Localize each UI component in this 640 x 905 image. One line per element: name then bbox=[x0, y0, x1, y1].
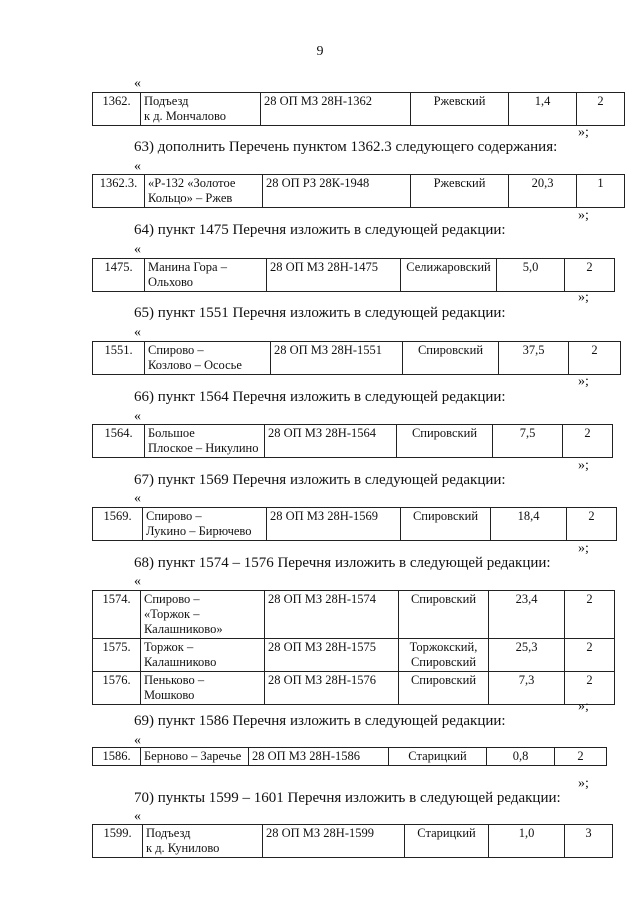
district-line: Спировский bbox=[417, 343, 484, 357]
road-name-line: Ольхово bbox=[148, 275, 194, 289]
table-row bbox=[93, 425, 613, 458]
section-heading: 66) пункт 1564 Перечня изложить в следующей редакции: bbox=[134, 389, 506, 405]
closing-quote: »; bbox=[578, 776, 589, 791]
district-line: Старицкий bbox=[417, 826, 476, 840]
road-name bbox=[143, 825, 263, 858]
road-name-line: Лукино – Бирючево bbox=[146, 524, 252, 538]
table-row bbox=[93, 591, 615, 639]
table-row bbox=[93, 175, 625, 208]
section-heading: 70) пункты 1599 – 1601 Перечня изложить в следующей редакции: bbox=[134, 790, 561, 806]
district-line: Ржевский bbox=[433, 176, 486, 190]
road-name-line: «Торжок – bbox=[144, 607, 200, 621]
road-length: 7,5 bbox=[493, 425, 563, 458]
district-line: Ржевский bbox=[433, 94, 486, 108]
district bbox=[411, 93, 509, 126]
district bbox=[399, 639, 489, 672]
district bbox=[411, 175, 509, 208]
road-category: 2 bbox=[563, 425, 613, 458]
closing-quote: »; bbox=[578, 541, 589, 556]
item-number: 1574. bbox=[93, 591, 141, 639]
section-heading: 69) пункт 1586 Перечня изложить в следующей редакции: bbox=[134, 713, 506, 729]
table-row bbox=[93, 748, 607, 766]
item-number: 1551. bbox=[93, 342, 145, 375]
road-name bbox=[141, 672, 265, 705]
road-length: 20,3 bbox=[509, 175, 577, 208]
closing-quote: »; bbox=[578, 699, 589, 714]
road-id-code: 28 ОП МЗ 28Н-1569 bbox=[267, 508, 401, 541]
road-name-line: Спирово – bbox=[148, 343, 204, 357]
item-number: 1564. bbox=[93, 425, 145, 458]
road-name bbox=[143, 508, 267, 541]
closing-quote: »; bbox=[578, 374, 589, 389]
road-name-line: Пеньково – bbox=[144, 673, 205, 687]
road-name bbox=[145, 425, 265, 458]
opening-quote: « bbox=[134, 159, 141, 174]
district bbox=[401, 508, 491, 541]
road-id-code: 28 ОП МЗ 28Н-1586 bbox=[249, 748, 389, 766]
road-category: 2 bbox=[565, 639, 615, 672]
road-name bbox=[145, 175, 263, 208]
opening-quote: « bbox=[134, 733, 141, 748]
section-heading: 68) пункт 1574 – 1576 Перечня изложить в следующей редакции: bbox=[134, 555, 551, 571]
road-name-line: Торжок – bbox=[144, 640, 194, 654]
road-category: 2 bbox=[565, 259, 615, 292]
road-length: 1,0 bbox=[489, 825, 565, 858]
road-id-code: 28 ОП МЗ 28Н-1575 bbox=[265, 639, 399, 672]
road-length: 37,5 bbox=[499, 342, 569, 375]
section-heading: 64) пункт 1475 Перечня изложить в следующей редакции: bbox=[134, 222, 506, 238]
road-name-line: Берново – Заречье bbox=[144, 749, 242, 763]
road-id-code: 28 ОП МЗ 28Н-1574 bbox=[265, 591, 399, 639]
road-category: 3 bbox=[565, 825, 613, 858]
road-name bbox=[141, 748, 249, 766]
item-number: 1576. bbox=[93, 672, 141, 705]
road-category: 2 bbox=[577, 93, 625, 126]
district-line: Спировский bbox=[412, 509, 479, 523]
closing-quote: »; bbox=[578, 290, 589, 305]
road-table bbox=[92, 258, 615, 292]
table-row bbox=[93, 825, 613, 858]
item-number: 1475. bbox=[93, 259, 145, 292]
road-category: 2 bbox=[565, 672, 615, 705]
item-number: 1362.3. bbox=[93, 175, 145, 208]
page-number: 9 bbox=[316, 44, 324, 59]
district bbox=[397, 425, 493, 458]
road-category: 2 bbox=[555, 748, 607, 766]
road-name-line: Мошково bbox=[144, 688, 195, 702]
road-id-code: 28 ОП МЗ 28Н-1475 bbox=[267, 259, 401, 292]
road-name-line: Кольцо» – Ржев bbox=[148, 191, 233, 205]
road-name bbox=[141, 93, 261, 126]
opening-quote: « bbox=[134, 409, 141, 424]
opening-quote: « bbox=[134, 325, 141, 340]
road-name-line: Спирово – bbox=[146, 509, 202, 523]
district-line: Торжокский, bbox=[409, 640, 478, 654]
opening-quote: « bbox=[134, 242, 141, 257]
road-name-line: Манина Гора – bbox=[148, 260, 227, 274]
road-id-code: 28 ОП МЗ 28Н-1599 bbox=[263, 825, 405, 858]
section-heading: 67) пункт 1569 Перечня изложить в следующей редакции: bbox=[134, 472, 506, 488]
road-category: 2 bbox=[565, 591, 615, 639]
road-name-line: Большое bbox=[148, 426, 195, 440]
district bbox=[389, 748, 487, 766]
district-line: Спировский bbox=[411, 426, 478, 440]
road-table bbox=[92, 424, 613, 458]
district-line: Старицкий bbox=[408, 749, 467, 763]
table-row bbox=[93, 508, 617, 541]
item-number: 1575. bbox=[93, 639, 141, 672]
table-row bbox=[93, 259, 615, 292]
district bbox=[403, 342, 499, 375]
road-name-line: Козлово – Ососье bbox=[148, 358, 242, 372]
road-table bbox=[92, 507, 617, 541]
road-name-line: «Р-132 «Золотое bbox=[148, 176, 236, 190]
district bbox=[399, 672, 489, 705]
road-length: 23,4 bbox=[489, 591, 565, 639]
road-id-code: 28 ОП РЗ 28К-1948 bbox=[263, 175, 411, 208]
road-name-line: Спирово – bbox=[144, 592, 200, 606]
closing-quote: »; bbox=[578, 125, 589, 140]
section-heading: 63) дополнить Перечень пунктом 1362.3 следующего содержания: bbox=[134, 139, 558, 155]
road-length: 5,0 bbox=[497, 259, 565, 292]
road-name-line: к д. Мончалово bbox=[144, 109, 227, 123]
district bbox=[405, 825, 489, 858]
closing-quote: »; bbox=[578, 208, 589, 223]
road-table bbox=[92, 824, 613, 858]
item-number: 1599. bbox=[93, 825, 143, 858]
item-number: 1362. bbox=[93, 93, 141, 126]
road-length: 0,8 bbox=[487, 748, 555, 766]
item-number: 1586. bbox=[93, 748, 141, 766]
opening-quote: « bbox=[134, 76, 141, 91]
district-line: Спировский bbox=[410, 655, 477, 669]
opening-quote: « bbox=[134, 491, 141, 506]
district-line: Спировский bbox=[410, 592, 477, 606]
district bbox=[401, 259, 497, 292]
road-name-line: к д. Кунилово bbox=[146, 841, 220, 855]
road-length: 7,3 bbox=[489, 672, 565, 705]
table-row bbox=[93, 93, 625, 126]
item-number: 1569. bbox=[93, 508, 143, 541]
road-id-code: 28 ОП МЗ 28Н-1576 bbox=[265, 672, 399, 705]
opening-quote: « bbox=[134, 809, 141, 824]
road-category: 2 bbox=[569, 342, 621, 375]
road-id-code: 28 ОП МЗ 28Н-1551 bbox=[271, 342, 403, 375]
road-name bbox=[145, 259, 267, 292]
road-id-code: 28 ОП МЗ 28Н-1362 bbox=[261, 93, 411, 126]
table-row bbox=[93, 342, 621, 375]
road-category: 1 bbox=[577, 175, 625, 208]
road-category: 2 bbox=[567, 508, 617, 541]
road-table bbox=[92, 590, 615, 705]
road-table bbox=[92, 92, 625, 126]
road-name-line: Калашниково» bbox=[144, 622, 223, 636]
road-name-line: Плоское – Никулино bbox=[148, 441, 259, 455]
road-length: 25,3 bbox=[489, 639, 565, 672]
road-length: 1,4 bbox=[509, 93, 577, 126]
road-id-code: 28 ОП МЗ 28Н-1564 bbox=[265, 425, 397, 458]
district bbox=[399, 591, 489, 639]
road-name bbox=[141, 639, 265, 672]
district-line: Селижаровский bbox=[406, 260, 491, 274]
district-line: Спировский bbox=[410, 673, 477, 687]
road-name-line: Подъезд bbox=[146, 826, 191, 840]
road-length: 18,4 bbox=[491, 508, 567, 541]
road-table bbox=[92, 747, 607, 766]
road-name bbox=[145, 342, 271, 375]
road-table bbox=[92, 174, 625, 208]
table-row bbox=[93, 639, 615, 672]
road-name-line: Калашниково bbox=[144, 655, 217, 669]
table-row bbox=[93, 672, 615, 705]
section-heading: 65) пункт 1551 Перечня изложить в следующей редакции: bbox=[134, 305, 506, 321]
road-name-line: Подъезд bbox=[144, 94, 189, 108]
closing-quote: »; bbox=[578, 458, 589, 473]
opening-quote: « bbox=[134, 574, 141, 589]
road-table bbox=[92, 341, 621, 375]
road-name bbox=[141, 591, 265, 639]
